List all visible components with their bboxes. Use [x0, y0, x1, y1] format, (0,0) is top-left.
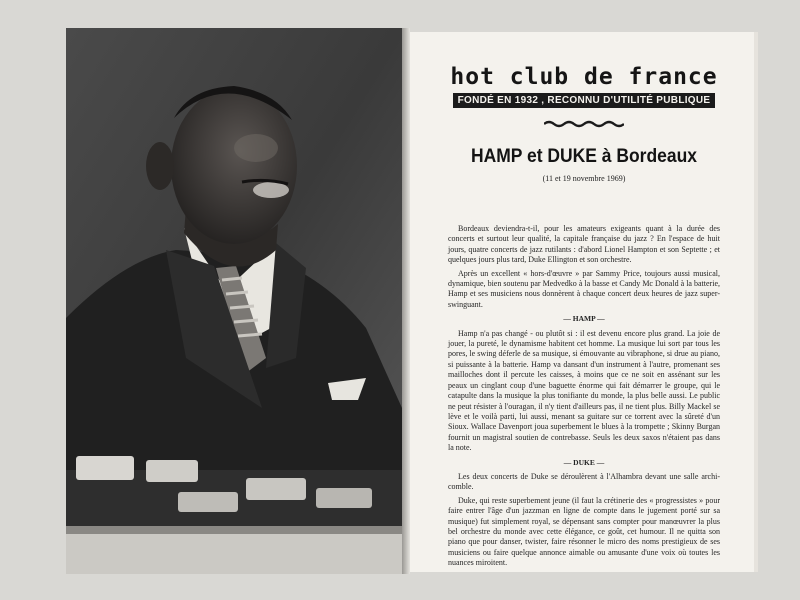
duke-paragraph-1: Les deux concerts de Duke se déroulèrent à l'Alhambra devant une salle archi-comble.	[448, 471, 720, 492]
intro-paragraph-1: Bordeaux deviendra-t-il, pour les amateurs exigeants quant à la durée des concerts et surtout leur qualité, la capitale française du jazz ? En l'espace de huit jours, quatre concerts de jazz rutilants : d'abord Lionel Hampton et son Septette ; et quelques jours plus tard, Duke Ellington et son orchestre.	[448, 224, 720, 265]
section-heading-hamp: — HAMP —	[563, 314, 605, 324]
article-title: HAMP et DUKE à Bordeaux	[470, 146, 698, 167]
open-booklet	[66, 28, 758, 574]
photo-page	[66, 28, 402, 574]
booklet-spine	[402, 28, 410, 574]
portrait-photo	[66, 28, 402, 574]
article-date: (11 et 19 novembre 1969)	[542, 174, 626, 183]
hamp-paragraph: Hamp n'a pas changé - ou plutôt si : il est devenu encore plus grand. La joie de jouer, la pureté, le dynamisme habitent cet homme. La musique lui sort par tous les pores, le swing déferle de sa musique, si émouvante au vibraphone, si drue au piano, si puissante à la batterie. Hamp va dansant d'un instrument à l'autre, promenant ses mailloches dont il percute les caisses, à moins que ce ne soit en assénant sur les peaux un cinglant coup d'une baguette énorme qui fait démarrer le groupe, qui le catapulte dans la musique la plus tonifiante du monde, la plus belle aussi. Le public ne peut résister à l'ouragan, il n'y tient d'ailleurs pas, il ne tient plus. Billy Mackel se lève et le voilà parti, lui aussi, menant sa guitare sur ce torrent avec la sûreté d'un Sioux. Wallace Davenport joua superbement le blues à la trompette ; Skinny Burgan fournit un magistral soutien de contrebasse. Seuls les deux saxos n'étaient pas dans la note.	[448, 328, 720, 453]
intro-paragraph-2: Après un excellent « hors-d'œuvre » par Sammy Price, toujours aussi musical, dynamique, bien soutenu par Medvedko à la basse et Candy Mc Donald à la batterie, Hamp et ses musiciens nous donnèrent à chaque concert deux heures de jazz super-swinguant.	[448, 268, 720, 309]
wave-ornament-icon	[544, 120, 624, 128]
section-heading-duke: — DUKE —	[563, 457, 605, 467]
page-edge	[754, 32, 758, 572]
text-page	[410, 32, 758, 572]
article-body	[448, 224, 720, 572]
duke-paragraph-2: Duke, qui reste superbement jeune (il faut la crétinerie des « progressistes » pour faire entrer l'âge d'un jazzman en ligne de compte dans le jugement porté sur sa musique) fut simplement royal, se dépensant sans compter pour manœuvrer la plus bel orchestre du monde avec cette élégance, ce goût, cet humour. Il ne quitta son piano que pour danser, twister, faire résonner le micro des noms prestigieux de ses musiciens ou faire quelque annonce aimable ou amusante d'une voix où toutes les nuances miroitent.	[448, 495, 720, 568]
masthead-subtitle: FONDÉ EN 1932 , RECONNU D'UTILITÉ PUBLIQUE	[453, 93, 715, 108]
masthead-title: hot club de france	[450, 64, 718, 90]
